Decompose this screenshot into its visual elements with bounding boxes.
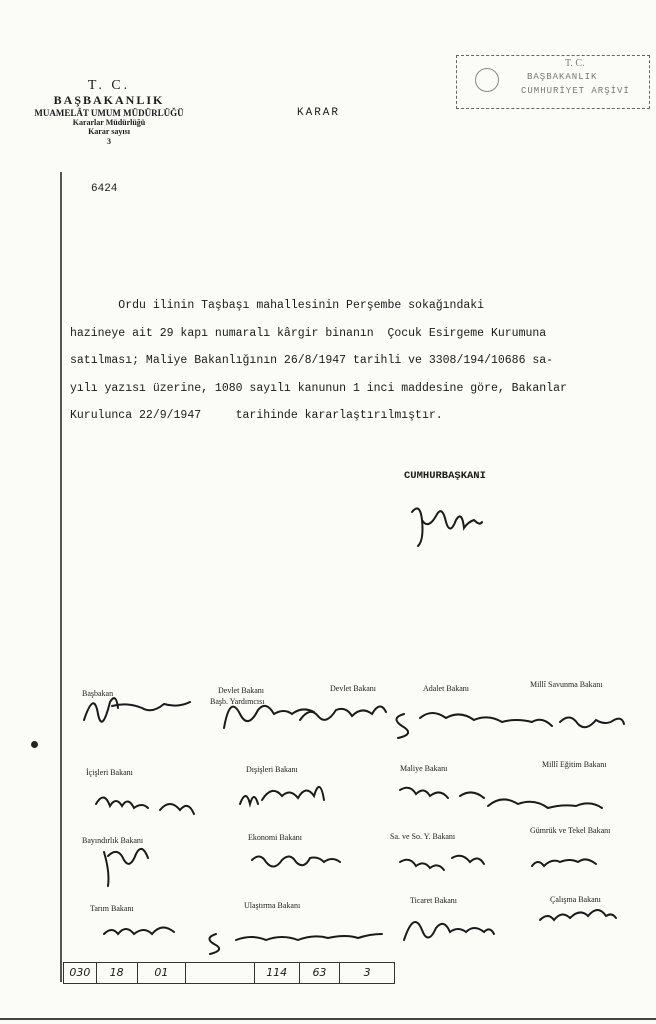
minister-title-ekonomi: Ekonomi Bakanı: [248, 833, 302, 842]
minister-title-devlet-2: Devlet Bakanı: [330, 684, 376, 693]
letterhead-tc: T. C.: [87, 78, 131, 93]
minister-title-gumruk: Gümrük ve Tekel Bakanı: [530, 826, 611, 835]
signature-ulastirma: [209, 934, 382, 954]
minister-title-basbakan: Başbakan: [82, 689, 114, 698]
archive-reference-box: [63, 962, 395, 984]
body-line: hazineye ait 29 kapı numaralı kârgir binanın Çocuk Esirgeme Kurumuna: [70, 326, 547, 340]
archive-stamp: [456, 55, 650, 109]
signature-saglik: [400, 856, 484, 870]
minister-title-devlet-1-sub: Başb. Yardımcısı: [210, 697, 265, 706]
body-line: Kurulunca 22/9/1947 tarihinde kararlaştırılmıştır.: [70, 409, 443, 422]
letterhead-organization: BAŞBAKANLIK: [53, 93, 165, 108]
president-title: CUMHURBAŞKANI: [404, 470, 486, 482]
reference-cell: 3: [363, 966, 371, 979]
president-signature: [412, 508, 482, 546]
signature-devlet1: [224, 706, 314, 728]
reference-cell: 63: [300, 963, 341, 983]
reference-cell: 01: [138, 963, 187, 983]
margin-rule: [60, 172, 62, 982]
stamp-tc: T. C.: [565, 58, 585, 69]
signature-bayindirlik: [104, 849, 148, 886]
minister-title-ulastirma: Ulaştırma Bakanı: [244, 901, 301, 910]
signature-tarim: [104, 927, 174, 934]
punch-hole: [31, 741, 38, 748]
body-line: Ordu ilinin Taşbaşı mahallesinin Perşembe sokağındaki: [70, 299, 485, 312]
reference-cell: 18: [97, 963, 138, 983]
body-line: satılması; Maliye Bakanlığının 26/8/1947 tarihli ve 3308/194/10686 sa-: [70, 354, 554, 367]
minister-title-calisma: Çalışma Bakanı: [550, 895, 601, 904]
decision-count-value: 3: [107, 136, 111, 146]
signature-icisleri: [96, 797, 194, 814]
bottom-edge-rule: [0, 1018, 656, 1020]
minister-title-tarim: Tarım Bakanı: [90, 904, 134, 913]
letterhead-subdirectorate: Kararlar Müdürlüğü: [72, 118, 146, 128]
decision-count-label: Karar sayısı: [88, 127, 130, 137]
signature-ticaret: [404, 922, 494, 940]
minister-title-savunma: Millî Savunma Bakanı: [530, 680, 603, 689]
signature-ekonomi: [252, 856, 340, 866]
decision-body: [70, 292, 642, 430]
signature-savunma: [560, 717, 624, 727]
reference-cell: 030: [64, 963, 97, 983]
reference-cell: 114: [255, 963, 300, 983]
minister-title-ticaret: Ticaret Bakanı: [410, 896, 458, 905]
signature-calisma: [540, 910, 616, 920]
minister-title-egitim: Millî Eğitim Bakanı: [542, 760, 607, 769]
letterhead-directorate: MUAMELÂT UMUM MÜDÜRLÜĞÜ: [34, 107, 184, 118]
signature-adalet: [396, 713, 552, 738]
crescent-star-emblem-icon: [475, 68, 499, 92]
signature-devlet2: [300, 706, 386, 720]
minister-title-icisleri: İçişleri Bakanı: [86, 768, 133, 777]
signature-maliye: [400, 788, 602, 808]
signature-basbakan: [84, 698, 190, 722]
reference-cell: [186, 963, 255, 983]
decision-number: 6424: [91, 183, 118, 195]
minister-title-disisleri: Dışişleri Bakanı: [246, 765, 298, 774]
minister-title-adalet: Adalet Bakanı: [423, 684, 469, 693]
minister-title-maliye: Maliye Bakanı: [400, 764, 448, 773]
minister-title-saglik: Sa. ve So. Y. Bakanı: [390, 832, 456, 841]
minister-title-bayindirlik: Bayındırlık Bakanı: [82, 836, 144, 845]
signature-gumruk: [532, 859, 596, 866]
signature-disisleri: [240, 787, 324, 804]
stamp-line-1: BAŞBAKANLIK: [527, 72, 598, 82]
body-line: yılı yazısı üzerine, 1080 sayılı kanunun 1 inci maddesine göre, Bakanlar: [70, 381, 567, 395]
stamp-line-2: CUMHURİYET ARŞİVİ: [521, 86, 630, 96]
document-title: KARAR: [297, 107, 341, 119]
minister-title-devlet-1: Devlet Bakanı: [218, 686, 264, 695]
letterhead: [14, 78, 204, 146]
